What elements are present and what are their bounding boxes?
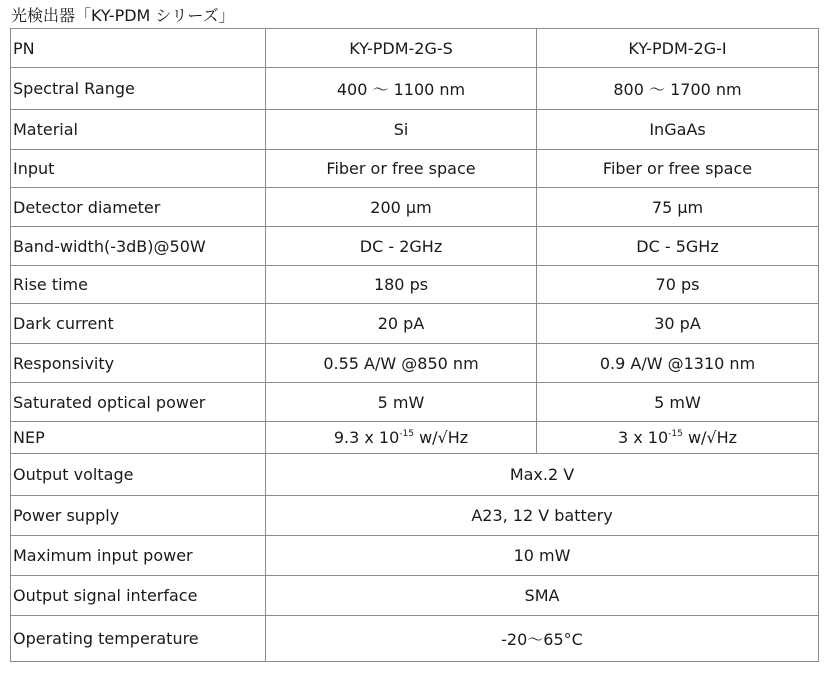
nep-base: 3 x 10 xyxy=(617,428,669,447)
table-row-output-interface xyxy=(11,576,819,616)
table-row-bandwidth xyxy=(11,227,819,266)
table-row-power-supply xyxy=(11,496,819,536)
cell-2g-s xyxy=(266,422,537,454)
table-row-responsivity xyxy=(11,344,819,383)
table-row-pn xyxy=(11,29,819,68)
cell-2g-i: 75 μm xyxy=(537,188,819,227)
row-label: PN xyxy=(11,29,266,68)
nep-exponent: -15 xyxy=(399,429,414,439)
cell-2g-s: 5 mW xyxy=(266,383,537,422)
row-label: NEP xyxy=(11,422,266,454)
cell-2g-i: 70 ps xyxy=(537,266,819,304)
cell-2g-i: InGaAs xyxy=(537,110,819,150)
cell-2g-s: KY-PDM-2G-S xyxy=(266,29,537,68)
nep-base: 9.3 x 10 xyxy=(333,428,400,447)
cell-2g-i: 5 mW xyxy=(537,383,819,422)
row-label: Output signal interface xyxy=(11,576,266,616)
row-label: Spectral Range xyxy=(11,68,266,110)
row-label: Saturated optical power xyxy=(11,383,266,422)
cell-2g-i: KY-PDM-2G-I xyxy=(537,29,819,68)
cell-shared: A23, 12 V battery xyxy=(266,496,819,536)
cell-shared: -20〜65°C xyxy=(266,616,819,662)
cell-2g-i: 0.9 A/W @1310 nm xyxy=(537,344,819,383)
cell-2g-s: DC - 2GHz xyxy=(266,227,537,266)
table-row-max-input-power xyxy=(11,536,819,576)
spec-table xyxy=(10,28,819,662)
cell-2g-i: Fiber or free space xyxy=(537,150,819,188)
cell-2g-s: 0.55 A/W @850 nm xyxy=(266,344,537,383)
row-label: Material xyxy=(11,110,266,150)
table-row-material xyxy=(11,110,819,150)
cell-2g-s: Fiber or free space xyxy=(266,150,537,188)
table-row-saturated-power xyxy=(11,383,819,422)
table-row-output-voltage xyxy=(11,454,819,496)
cell-2g-i: 800 〜 1700 nm xyxy=(537,68,819,110)
table-row-spectral-range xyxy=(11,68,819,110)
table-row-rise-time xyxy=(11,266,819,304)
nep-unit: w/√Hz xyxy=(419,428,469,447)
cell-2g-s: Si xyxy=(266,110,537,150)
table-row-nep xyxy=(11,422,819,454)
row-label: Band-width(-3dB)@50W xyxy=(11,227,266,266)
cell-shared: 10 mW xyxy=(266,536,819,576)
nep-exponent: -15 xyxy=(668,429,683,439)
cell-2g-s: 400 〜 1100 nm xyxy=(266,68,537,110)
cell-shared: Max.2 V xyxy=(266,454,819,496)
cell-2g-s: 20 pA xyxy=(266,304,537,344)
row-label: Operating temperature xyxy=(11,616,266,662)
nep-unit: w/√Hz xyxy=(687,428,738,447)
page-title: 光検出器「KY-PDM シリーズ」 xyxy=(11,6,235,25)
cell-2g-s: 200 μm xyxy=(266,188,537,227)
cell-2g-i: 30 pA xyxy=(537,304,819,344)
row-label: Detector diameter xyxy=(11,188,266,227)
cell-2g-s: 180 ps xyxy=(266,266,537,304)
table-row-dark-current xyxy=(11,304,819,344)
table-row-operating-temperature xyxy=(11,616,819,662)
row-label: Responsivity xyxy=(11,344,266,383)
cell-shared: SMA xyxy=(266,576,819,616)
cell-2g-i: DC - 5GHz xyxy=(537,227,819,266)
row-label: Maximum input power xyxy=(11,536,266,576)
row-label: Rise time xyxy=(11,266,266,304)
row-label: Output voltage xyxy=(11,454,266,496)
table-row-input xyxy=(11,150,819,188)
row-label: Input xyxy=(11,150,266,188)
cell-2g-i xyxy=(537,422,819,454)
table-row-detector-diameter xyxy=(11,188,819,227)
row-label: Power supply xyxy=(11,496,266,536)
row-label: Dark current xyxy=(11,304,266,344)
